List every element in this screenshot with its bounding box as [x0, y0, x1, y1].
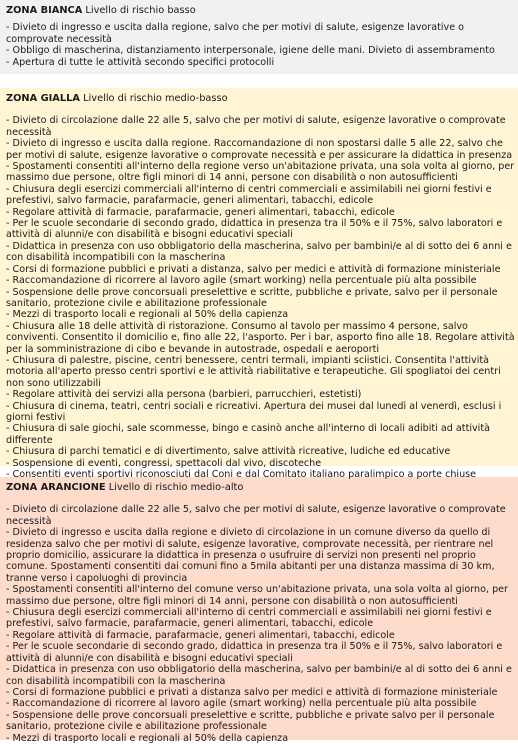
rule-item: - Sospensione di eventi, congressi, spettacoli dal vivo, discoteche [6, 457, 322, 469]
rule-item: - Mezzi di trasporto locali e regionali al 50% della capienza [6, 309, 289, 321]
rule-item: - Raccomandazione di ricorrere al lavoro agile (smart working) nella percentuale più alta possibile [6, 275, 477, 287]
rule-item: - Divieto di ingresso e uscita dalla regione, salvo che per motivi di salute, esigenze lavorative o comprovate necessità [6, 22, 465, 45]
rule-item: - Consentiti eventi sportivi riconosciuti dal Coni e dal Comitato italiano paralimpico a porte chiuse [6, 469, 477, 480]
rule-item: - Chiusura di palestre, piscine, centri benessere, centri termali, impianti sciistici. Consentita l'attività motoria all'aperto presso centri sportivi e le attività riabilitative e terapeutiche. Gli spogliatoi dei centri non sono utilizzabili [6, 354, 501, 389]
rule-item: - Obbligo di mascherina, distanziamento interpersonale, igiene delle mani. Divieto di assembramento [6, 45, 495, 57]
zona-arancione-section [0, 477, 518, 744]
rule-item: - Divieto di ingresso e uscita dalla regione. Raccomandazione di non spostarsi dalle 5 alle 22, salvo che per motivi di salute, esigenze lavorative o comprovate necessità e per assicurare la didattica in presenza [6, 138, 513, 161]
zona-gialla-section [0, 88, 518, 480]
rule-item: - Sospensione delle prove concorsuali preselettive e scritte, pubbliche e private, salvo per il personale sanitario, protezione civile e abilitazione professionale [6, 286, 498, 309]
rule-item: - Divieto di circolazione dalle 22 alle 5, salvo che per motivi di salute, esigenze lavorative o comprovate necessità [6, 115, 506, 138]
rule-item: - Chiusura di parchi tematici e di divertimento, salve attività ricreative, ludiche ed educative [6, 446, 451, 458]
rule-item: - Spostamenti consentiti all'interno del comune verso un'abitazione privata, una sola volta al giorno, per massimo due persone, oltre figli minori di 14 anni, persone con disabilità o non autosufficienti [6, 584, 509, 607]
rule-item: - Spostamenti consentiti all'interno della regione verso un'abitazione privata, una sola volta al giorno, per massimo due persone, oltre figli minori di 14 anni, persone con disabilità o non autosufficienti [6, 161, 515, 184]
zona-arancione-heading [6, 482, 515, 493]
rule-item: - Didattica in presenza con uso obbligatorio della mascherina, salvo per bambini/e al di sotto dei 6 anni e con disabilità incompatibili con la mascherina [6, 664, 512, 687]
zona-bianca-risk-level: Livello di rischio basso [85, 5, 196, 16]
zona-bianca-rules [6, 22, 515, 68]
rule-item: - Corsi di formazione pubblici e privati a distanza salvo per medici e attività di formazione ministeriale [6, 686, 498, 698]
rule-item: - Divieto di circolazione dalle 22 alle 5, salvo che per motivi di salute, esigenze lavorative o comprovate necessità [6, 504, 506, 527]
rule-item: - Apertura di tutte le attività secondo specifici protocolli [6, 56, 275, 68]
rule-item: - Per le scuole secondarie di secondo grado, didattica in presenza tra il 50% e il 75%, salvo laboratori e attività di alunni/e con disabilità e bisogni educativi speciali [6, 641, 503, 664]
rule-item: - Chiusura degli esercizi commerciali all'interno di centri commerciali e assimilabili nei giorni festivi e prefestivi, salvo farmacie, parafarmacie, generi alimentari, tabacchi, edicole [6, 183, 492, 207]
zona-gialla-name: ZONA GIALLA [6, 93, 80, 104]
rule-item: - Mezzi di trasporto locali e regionali al 50% della capienza [6, 732, 289, 744]
rule-item: - Chiusura alle 18 delle attività di ristorazione. Consumo al tavolo per massimo 4 persone, salvo conviventi. Consentito il domicilio e, fino alle 22, l'asporto. Per i bar, asporto fino alle 18. Regolare attività per la somministrazione di cibo e bevande in autostrade, ospedali e aeroporti [6, 320, 515, 355]
zona-bianca-section [0, 0, 518, 74]
rule-item: - Regolare attività di farmacie, parafarmacie, generi alimentari, tabacchi, edicole [6, 206, 395, 218]
zona-gialla-heading [6, 93, 515, 104]
rule-item: - Chiusura di sale giochi, sale scommesse, bingo e casinò anche all'interno di locali adibiti ad attività differente [6, 423, 490, 446]
zona-gialla-risk-level: Livello di rischio medio-basso [83, 93, 228, 104]
rule-item: - Corsi di formazione pubblici e privati a distanza, salvo per medici e attività di formazione ministeriale [6, 263, 501, 275]
zona-arancione-name: ZONA ARANCIONE [6, 482, 106, 493]
rule-item: - Chiusura degli esercizi commerciali all'interno di centri commerciali e assimilabili nei giorni festivi e prefestivi, salvo farmacie, parafarmacie, generi alimentari, tabacchi, edicole [6, 607, 492, 630]
rule-item: - Regolare attività dei servizi alla persona (barbieri, parrucchieri, estetisti) [6, 389, 362, 401]
zona-arancione-rules [6, 504, 515, 744]
rule-item: - Regolare attività di farmacie, parafarmacie, generi alimentari, tabacchi, edicole [6, 629, 395, 641]
rule-item: - Raccomandazione di ricorrere al lavoro agile (smart working) nella percentuale più alta possibile [6, 698, 477, 710]
rule-item: - Divieto di ingresso e uscita dalla regione e divieto di circolazione in un comune diverso da quello di residenza salvo che per motivi di salute, esigenze lavorative, comprovate necessità, per rientrare nel proprio domicilio, assicurare la didattica in presenza o usufruire di servizi non presenti nel proprio comune. Spostamenti consentiti dai comuni fino a 5mila abitanti per una distanza massima di 30 km, tranne verso i capoluoghi di provincia [6, 527, 495, 584]
zona-arancione-risk-level: Livello di rischio medio-alto [108, 482, 244, 493]
zona-bianca-heading [6, 5, 515, 16]
rule-item: - Per le scuole secondarie di secondo grado, didattica in presenza tra il 50% e il 75%, salvo laboratori e attività di alunni/e con disabilità e bisogni educativi speciali [6, 218, 503, 241]
zona-gialla-rules [6, 115, 515, 480]
rule-item: - Sospensione delle prove concorsuali preselettive e scritte, pubbliche e private salvo per il personale sanitario, protezione civile e abilitazione professionale [6, 709, 495, 733]
rule-item: - Didattica in presenza con uso obbligatorio della mascherina, salvo per bambini/e al di sotto dei 6 anni e con disabilità incompatibili con la mascherina [6, 240, 512, 264]
rule-item: - Chiusura di cinema, teatri, centri sociali e ricreativi. Apertura dei musei dal lunedì al venerdì, esclusi i giorni festivi [6, 400, 502, 423]
zona-bianca-name: ZONA BIANCA [6, 5, 83, 16]
